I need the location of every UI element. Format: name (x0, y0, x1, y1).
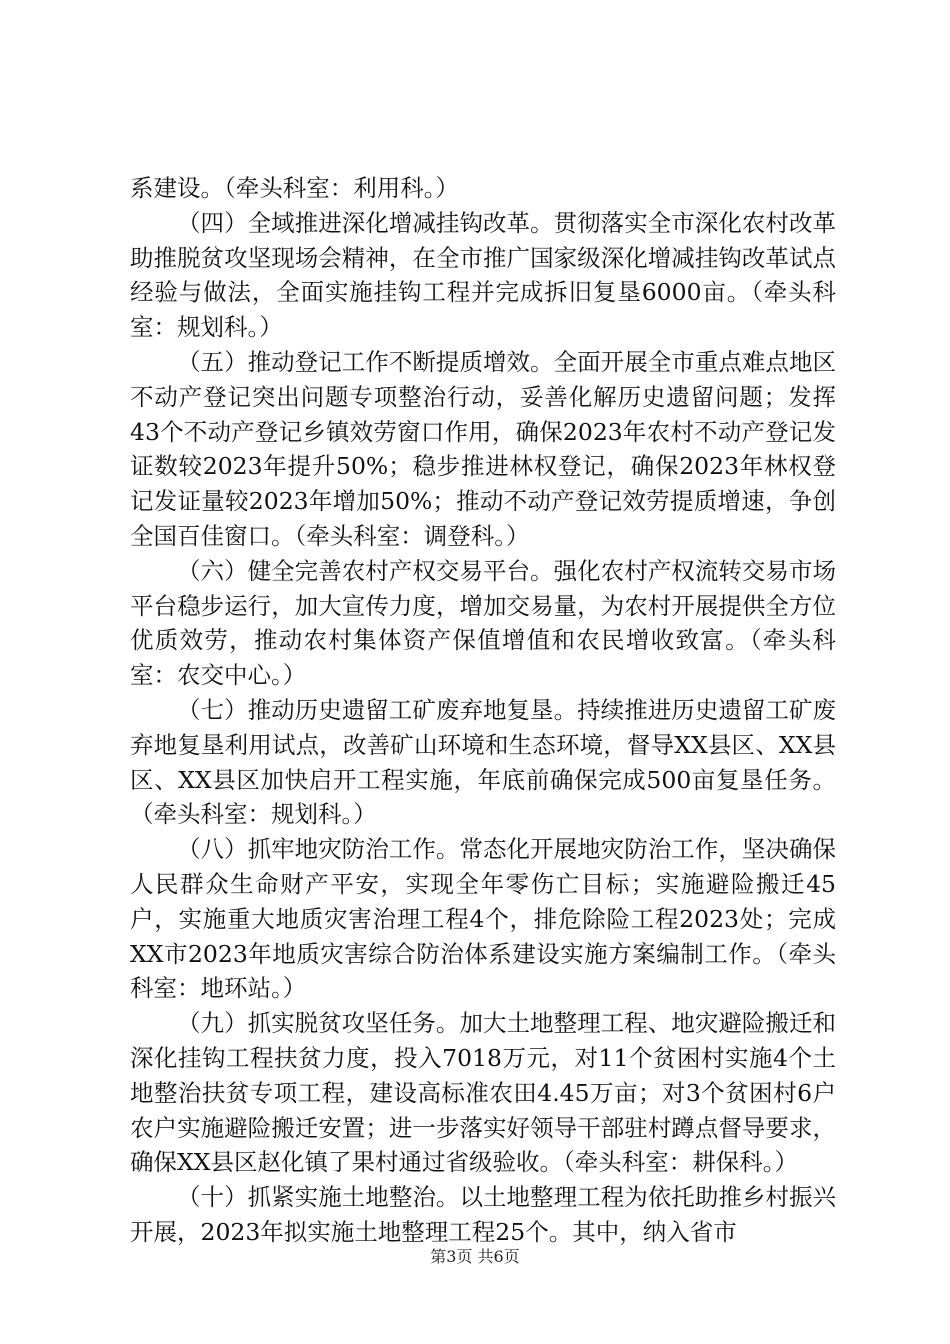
paragraph-continuation: 系建设。（牵头科室：利用科。） (130, 174, 459, 202)
paragraph-item-6: （六）健全完善农村产权交易平台。强化农村产权流转交易市场平台稳步运行，加大宣传力度，增加交易量，为农村开展提供全方位优质效劳，推动农村集体资产保值增值和农民增收致富。（牵头科室：农交中心。） (130, 556, 836, 690)
paragraph-item-8: （八）抓牢地灾防治工作。常态化开展地灾防治工作，坚决确保人民群众生命财产平安，实现全年零伤亡目标；实施避险搬迁45户，实施重大地质灾害治理工程4个，排危除险工程2023处；完成XX市2023年地质灾害综合防治体系建设实施方案编制工作。（牵头科室：地环站。） (130, 835, 836, 1003)
paragraph-item-9: （九）抓实脱贫攻坚任务。加大土地整理工程、地灾避险搬迁和深化挂钩工程扶贫力度，投入7018万元，对11个贫困村实施4个土地整治扶贫专项工程，建设高标准农田4.45万亩；对3个贫困村6户农户实施避险搬迁安置；进一步落实好领导干部驻村蹲点督导要求，确保XX县区赵化镇了果村通过省级验收。（牵头科室：耕保科。） (130, 1009, 836, 1177)
paragraph-item-5: （五）推动登记工作不断提质增效。全面开展全市重点难点地区不动产登记突出问题专项整治行动，妥善化解历史遗留问题；发挥43个不动产登记乡镇效劳窗口作用，确保2023年农村不动产登记发证数较2023年提升50%；稳步推进林权登记，确保2023年林权登记发证量较2023年增加50%；推动不动产登记效劳提质增速，争创全国百佳窗口。（牵头科室：调登科。） (130, 347, 836, 550)
paragraph-item-10: （十）抓紧实施土地整治。以土地整理工程为依托助推乡村振兴开展，2023年拟实施土地整理工程25个。其中，纳入省市 (130, 1183, 836, 1246)
paragraph-item-7: （七）推动历史遗留工矿废弃地复垦。持续推进历史遗留工矿废弃地复垦利用试点，改善矿山环境和生态环境，督导XX县区、XX县区、XX县区加快启开工程实施，年底前确保完成500亩复垦任务。（牵头科室：规划科。） (130, 695, 836, 829)
paragraph-item-4: （四）全域推进深化增减挂钩改革。贯彻落实全市深化农村改革助推脱贫攻坚现场会精神，在全市推广国家级深化增减挂钩改革试点经验与做法，全面实施挂钩工程并完成拆旧复垦6000亩。（牵头科室：规划科。） (130, 208, 836, 342)
page-number-footer: 第3页 共6页 (430, 1247, 520, 1266)
document-body (130, 171, 836, 1250)
